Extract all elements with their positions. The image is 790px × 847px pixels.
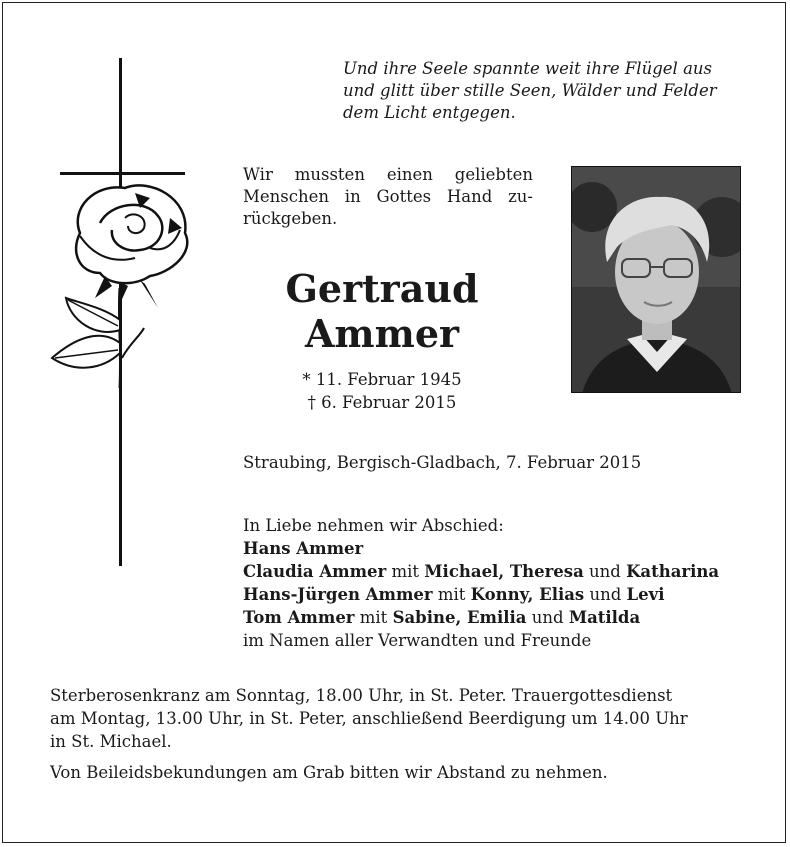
first-name: Gertraud [285,266,479,311]
connector-text: mit [354,608,393,627]
mourner-name: Claudia Ammer [243,562,387,581]
service-line: in St. Michael. [50,732,172,751]
mourner-line [243,583,719,606]
birth-date: * 11. Februar 1945 [302,370,462,389]
quote-line: und glitt über stille Seen, Wälder und Felder [343,81,717,100]
quote-line: Und ihre Seele spannte weit ihre Flügel aus [343,59,712,78]
mourner-children: Katharina [626,562,720,581]
intro-line: rückgeben. [243,209,338,228]
mourner-name: Tom Ammer [243,608,355,627]
mourner-line [243,560,719,583]
connector-text: und [526,608,569,627]
cross-with-rose-icon [40,58,210,568]
life-dates [243,368,521,414]
intro-line: Wir mussten einen geliebten [243,165,533,184]
mourner-name: Hans-Jürgen Ammer [243,585,433,604]
deceased-name [243,266,521,356]
service-line: am Montag, 13.00 Uhr, in St. Peter, anschließend Beerdigung um 14.00 Uhr [50,709,688,728]
intro-line: Menschen in Gottes Hand zu- [243,187,533,206]
intro-text [243,164,533,230]
connector-text: mit [386,562,425,581]
mourner-line [243,537,719,560]
mourners-list [243,514,719,652]
place-and-date: Straubing, Bergisch-Gladbach, 7. Februar 2015 [243,453,642,472]
mourner-children: Sabine, Emilia [392,608,527,627]
mourner-children: Levi [626,585,665,604]
mourner-line [243,606,719,629]
portrait-image [572,167,741,393]
quote [343,58,753,124]
portrait-photo [571,166,741,393]
connector-text: und [583,562,627,581]
mourner-name: Hans Ammer [243,539,364,558]
mourner-children: Michael, Theresa [424,562,584,581]
service-line: Sterberosenkranz am Sonntag, 18.00 Uhr, in St. Peter. Trauergottesdienst [50,686,673,705]
condolence-note: Von Beileidsbekundungen am Grab bitten wir Abstand zu nehmen. [50,763,608,782]
death-date: † 6. Februar 2015 [307,393,457,412]
quote-line: dem Licht entgegen. [343,103,516,122]
connector-text: mit [432,585,471,604]
service-info [50,684,750,784]
mourners-closing: im Namen aller Verwandten und Freunde [243,631,592,650]
connector-text: und [584,585,627,604]
mourner-children: Matilda [568,608,641,627]
mourner-children: Konny, Elias [470,585,585,604]
last-name: Ammer [304,311,460,356]
mourners-heading: In Liebe nehmen wir Abschied: [243,516,504,535]
